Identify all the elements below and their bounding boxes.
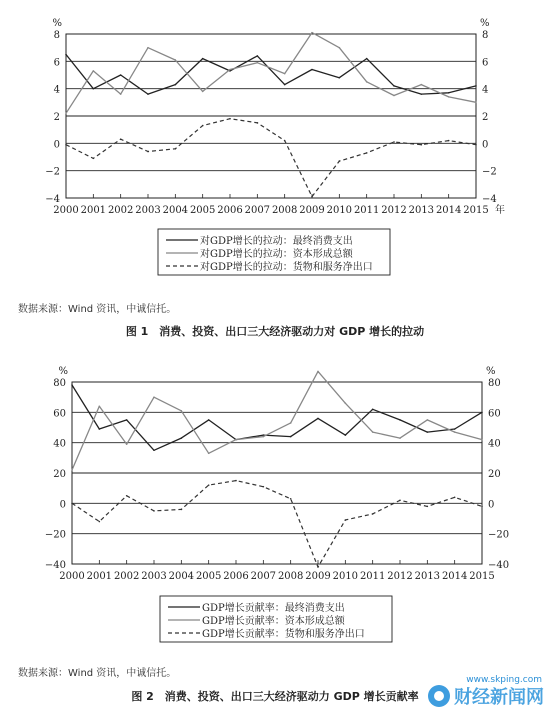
- y-tick-label-right: 80: [488, 378, 501, 389]
- source-note-1: 数据来源：Wind 资讯，中诚信托。: [18, 304, 177, 315]
- data-point: [366, 58, 368, 60]
- y-tick-label-left: 40: [53, 438, 66, 450]
- x-tick-label: 2014: [441, 571, 468, 582]
- data-point: [345, 402, 347, 404]
- y-tick-label-right: 0: [488, 499, 495, 511]
- data-point: [481, 439, 483, 441]
- data-point: [202, 125, 204, 127]
- y-tick-label-left: 8: [53, 30, 60, 41]
- y-tick-label-right: −40: [488, 560, 510, 571]
- x-tick-label: 2009: [305, 571, 331, 582]
- data-point: [235, 439, 237, 441]
- data-point: [93, 70, 95, 72]
- data-point: [372, 409, 374, 411]
- data-point: [202, 58, 204, 60]
- data-point: [175, 84, 177, 86]
- y-tick-label-right: −4: [482, 194, 497, 205]
- x-tick-label: 2007: [250, 571, 277, 582]
- data-point: [372, 513, 374, 515]
- watermark-text: 财经新闻网: [454, 687, 544, 708]
- y-tick-label-left: 80: [53, 378, 66, 389]
- chart-1: [0, 0, 550, 290]
- data-point: [372, 431, 374, 433]
- y-tick-label-left: −4: [45, 194, 60, 205]
- data-point: [71, 384, 73, 386]
- data-point: [393, 95, 395, 97]
- y-tick-label-left: 0: [59, 499, 66, 511]
- data-point: [235, 480, 237, 482]
- data-point: [99, 405, 101, 407]
- x-tick-label: 2011: [359, 571, 386, 582]
- series-line-3: [72, 481, 482, 567]
- series-line-2: [66, 33, 476, 114]
- data-point: [290, 436, 292, 438]
- data-point: [93, 158, 95, 160]
- data-point: [263, 436, 265, 438]
- data-point: [475, 85, 477, 87]
- data-point: [339, 47, 341, 49]
- data-point: [290, 498, 292, 500]
- data-point: [263, 486, 265, 488]
- x-tick-label: 2000: [59, 571, 85, 582]
- data-point: [421, 144, 423, 146]
- x-tick-label: 2004: [168, 571, 195, 582]
- series-line-3: [66, 119, 476, 197]
- data-point: [454, 428, 456, 430]
- data-point: [71, 503, 73, 505]
- data-point: [175, 59, 177, 61]
- data-point: [65, 144, 67, 146]
- data-point: [229, 69, 231, 71]
- data-point: [454, 431, 456, 433]
- data-point: [153, 510, 155, 512]
- data-point: [284, 84, 286, 86]
- data-point: [475, 102, 477, 104]
- data-point: [71, 469, 73, 471]
- watermark: [428, 683, 544, 709]
- legend-label-3: 对GDP增长的拉动：货物和服务净出口: [200, 262, 373, 273]
- chart-1-caption: 图 1 消费、投资、出口三大经济驱动力对 GDP 增长的拉动: [125, 325, 425, 338]
- series-line-1: [66, 55, 476, 95]
- data-point: [257, 55, 259, 57]
- data-point: [475, 144, 477, 146]
- y-tick-label-right: 2: [482, 112, 489, 123]
- watermark-url: www.skping.com: [466, 675, 542, 685]
- x-tick-label: 2000: [53, 205, 79, 216]
- x-tick-label: 2002: [107, 205, 134, 216]
- chart-2-caption: 图 2 消费、投资、出口三大经济驱动力 GDP 增长贡献率: [131, 690, 419, 703]
- data-point: [393, 85, 395, 87]
- data-point: [99, 521, 101, 523]
- x-tick-label: 2006: [217, 205, 243, 216]
- data-point: [317, 566, 319, 568]
- x-tick-label: 2009: [299, 205, 325, 216]
- data-point: [366, 152, 368, 154]
- y-tick-label-left: 6: [53, 57, 60, 69]
- data-point: [366, 81, 368, 83]
- data-point: [339, 160, 341, 162]
- y-unit-right: %: [486, 366, 496, 377]
- data-point: [153, 449, 155, 451]
- data-point: [175, 148, 177, 150]
- x-tick-label: 2008: [271, 205, 298, 216]
- x-tick-label: 2007: [244, 205, 271, 216]
- chart-2: [0, 358, 550, 650]
- data-point: [181, 509, 183, 511]
- data-point: [284, 140, 286, 142]
- x-tick-label: 2015: [463, 205, 489, 216]
- data-point: [427, 506, 429, 508]
- data-point: [421, 93, 423, 95]
- legend-label-1: 对GDP增长的拉动：最终消费支出: [200, 236, 353, 247]
- y-unit-left: %: [58, 366, 68, 377]
- data-point: [284, 73, 286, 75]
- y-tick-label-right: 4: [482, 84, 489, 96]
- data-point: [257, 62, 259, 64]
- data-point: [208, 484, 210, 486]
- legend-label-1: GDP增长贡献率：最终消费支出: [202, 603, 345, 614]
- y-tick-label-left: 0: [53, 139, 60, 151]
- data-point: [399, 419, 401, 421]
- data-point: [208, 419, 210, 421]
- data-point: [345, 434, 347, 436]
- y-tick-label-right: 8: [482, 30, 489, 41]
- data-point: [153, 396, 155, 398]
- x-tick-label: 2003: [141, 571, 167, 582]
- legend-label-2: 对GDP增长的拉动：资本形成总额: [200, 249, 353, 260]
- legend-label-3: GDP增长贡献率：货物和服务净出口: [202, 629, 365, 640]
- data-point: [120, 93, 122, 95]
- x-tick-label: 2002: [113, 571, 140, 582]
- data-point: [126, 495, 128, 497]
- y-tick-label-right: 60: [488, 408, 501, 420]
- data-point: [427, 419, 429, 421]
- data-point: [99, 428, 101, 430]
- data-point: [126, 419, 128, 421]
- data-point: [65, 112, 67, 114]
- x-tick-label: 2005: [189, 205, 216, 216]
- data-point: [454, 496, 456, 498]
- y-tick-label-right: 40: [488, 438, 501, 450]
- data-point: [147, 151, 149, 153]
- y-unit-left: %: [52, 18, 62, 29]
- data-point: [311, 196, 313, 198]
- data-point: [311, 69, 313, 71]
- y-tick-label-left: 4: [53, 84, 60, 96]
- data-point: [120, 138, 122, 140]
- data-point: [448, 140, 450, 142]
- data-point: [93, 88, 95, 90]
- data-point: [311, 32, 313, 34]
- x-tick-label: 2015: [469, 571, 495, 582]
- x-tick-label: 2011: [353, 205, 380, 216]
- data-point: [120, 74, 122, 76]
- x-tick-label: 2008: [277, 571, 304, 582]
- source-note-2: 数据来源：Wind 资讯，中诚信托。: [18, 668, 177, 679]
- data-point: [147, 47, 149, 49]
- x-tick-label: 2001: [86, 571, 113, 582]
- data-point: [257, 122, 259, 124]
- data-point: [393, 141, 395, 143]
- x-tick-label: 2012: [387, 571, 413, 582]
- data-point: [208, 452, 210, 454]
- data-point: [65, 54, 67, 56]
- data-point: [147, 93, 149, 95]
- data-point: [229, 118, 231, 120]
- y-tick-label-left: 2: [53, 112, 60, 123]
- y-tick-label-left: −40: [44, 560, 66, 571]
- series-line-1: [72, 385, 482, 450]
- data-point: [399, 500, 401, 502]
- y-tick-label-left: −20: [44, 529, 66, 541]
- y-tick-label-right: 0: [482, 139, 489, 151]
- x-tick-label: 2003: [135, 205, 161, 216]
- data-point: [317, 371, 319, 373]
- data-point: [181, 437, 183, 439]
- x-tick-label: 2005: [195, 571, 222, 582]
- series-line-2: [72, 371, 482, 470]
- y-tick-label-right: 6: [482, 57, 489, 69]
- x-tick-label: 2014: [435, 205, 462, 216]
- y-tick-label-right: 20: [488, 469, 501, 480]
- x-tick-label: 2010: [326, 205, 353, 216]
- y-tick-label-left: −2: [45, 166, 60, 178]
- data-point: [345, 519, 347, 521]
- data-point: [317, 418, 319, 420]
- data-point: [481, 506, 483, 508]
- legend-label-2: GDP增长贡献率：资本形成总额: [202, 616, 345, 627]
- y-tick-label-left: 60: [53, 408, 66, 420]
- data-point: [421, 84, 423, 86]
- watermark-logo-icon: [428, 685, 450, 707]
- data-point: [339, 77, 341, 79]
- x-tick-label: 2013: [414, 571, 441, 582]
- x-tick-label: 2004: [162, 205, 189, 216]
- data-point: [290, 422, 292, 424]
- x-tick-label: 2012: [381, 205, 407, 216]
- x-tick-label: 2001: [80, 205, 107, 216]
- data-point: [481, 412, 483, 414]
- data-point: [448, 92, 450, 94]
- data-point: [427, 431, 429, 433]
- data-point: [202, 91, 204, 93]
- x-tick-label: 2013: [408, 205, 435, 216]
- x-unit-label: 年: [495, 205, 505, 216]
- y-tick-label-left: 20: [53, 469, 66, 480]
- x-tick-label: 2010: [332, 571, 359, 582]
- y-tick-label-right: −2: [482, 166, 497, 178]
- y-tick-label-right: −20: [488, 529, 510, 541]
- y-unit-right: %: [480, 18, 490, 29]
- data-point: [399, 437, 401, 439]
- data-point: [448, 96, 450, 98]
- data-point: [181, 410, 183, 412]
- x-tick-label: 2006: [223, 571, 249, 582]
- data-point: [126, 443, 128, 445]
